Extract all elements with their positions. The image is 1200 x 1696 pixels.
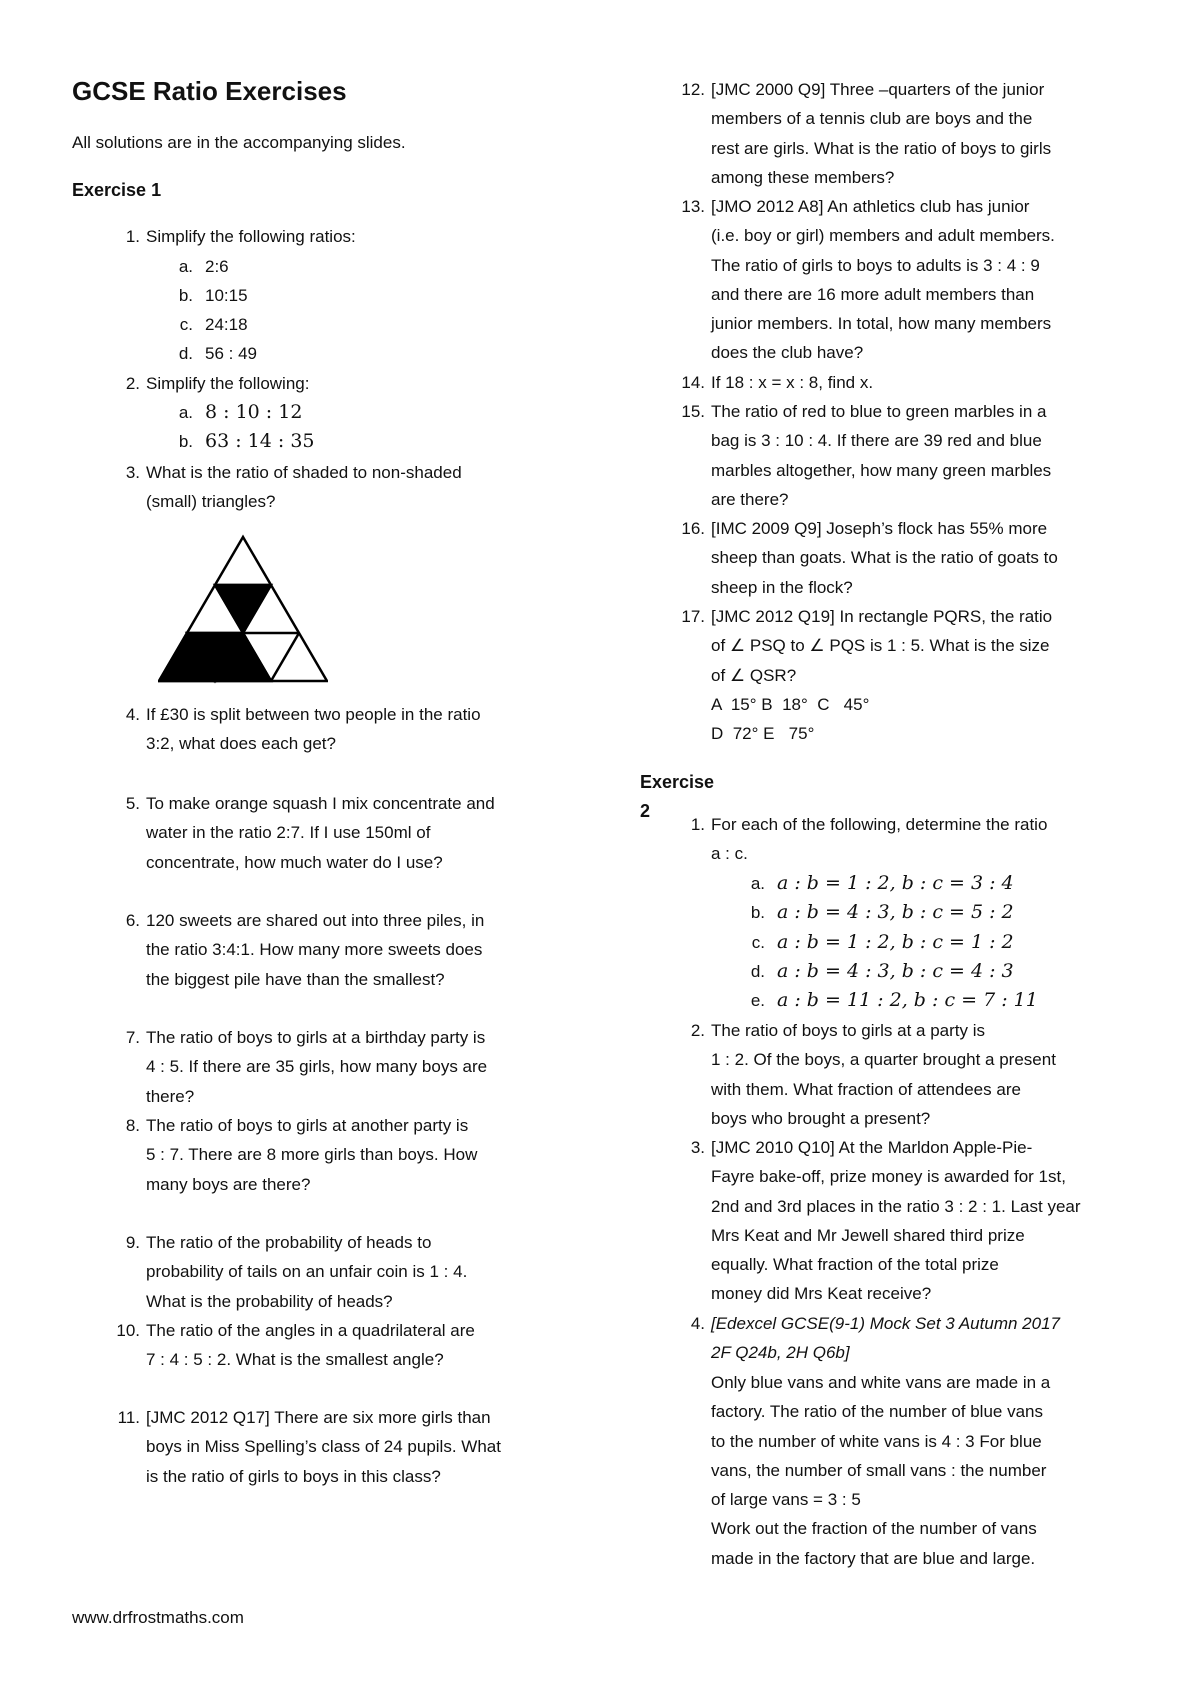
- question-text: [JMC 2012 Q19] In rectangle PQRS, the ratio of ∠ PSQ to ∠ PQS is 1 : 5. What is the size of ∠ QSR? A 15° B 18° C 45° D 72° E 75°: [711, 607, 1053, 744]
- question-number: 13.: [681, 197, 705, 216]
- question-number: 1.: [690, 815, 705, 834]
- question-text: If 18 : x = x : 8, find x.: [711, 373, 874, 392]
- question-number: 2.: [125, 374, 140, 393]
- sub-item-label: a.: [750, 874, 765, 893]
- question-number: 10.: [116, 1321, 140, 1340]
- sub-item-text: 10:15: [205, 286, 248, 305]
- question-number: 5.: [125, 794, 140, 813]
- question-number: 4.: [690, 1314, 705, 1333]
- question-number: 7.: [125, 1028, 140, 1047]
- question-text: The ratio of red to blue to green marbles in a bag is 3 : 10 : 4. If there are 39 red and blue marbles altogether, how many green marbles are there?: [711, 402, 1052, 509]
- question-text: For each of the following, determine the ratio a : c.: [711, 815, 1048, 864]
- exercise-2-heading: Exercise 2: [640, 772, 715, 822]
- footer-url: www.drfrostmaths.com: [72, 1608, 244, 1627]
- exercise-1-heading: Exercise 1: [72, 180, 162, 200]
- subtitle: All solutions are in the accompanying slides.: [72, 133, 406, 152]
- shaded-triangle-figure: [158, 525, 328, 695]
- question-number: 2.: [690, 1021, 705, 1040]
- sub-item-label: d.: [178, 344, 193, 363]
- question-text: 120 sweets are shared out into three piles, in the ratio 3:4:1. How many more sweets does the biggest pile have than the smallest?: [146, 911, 485, 989]
- question-number: 12.: [681, 80, 705, 99]
- question-text: What is the ratio of shaded to non-shaded (small) triangles?: [146, 463, 462, 512]
- question-number: 3.: [690, 1138, 705, 1157]
- shaded-triangle: [215, 585, 271, 633]
- question-text: The ratio of the probability of heads to probability of tails on an unfair coin is 1 : 4. What is the probability of heads?: [146, 1233, 468, 1311]
- question-text: [JMC 2010 Q10] At the Marldon Apple-Pie- Fayre bake-off, prize money is awarded for 1st, 2nd and 3rd places in the ratio 3 : 2 : 1. Last year Mrs Keat and Mr Jewell shared third prize equally. What fraction of the total prize money did Mrs Keat receive?: [711, 1138, 1081, 1304]
- sub-item-label: e.: [750, 991, 765, 1010]
- question-number: 17.: [681, 607, 705, 626]
- question-text: The ratio of boys to girls at another party is 5 : 7. There are 8 more girls than boys. How many boys are there?: [146, 1116, 478, 1194]
- question-number: 4.: [125, 705, 140, 724]
- sub-item-label: c.: [179, 315, 193, 334]
- question-text: Simplify the following ratios:: [146, 227, 356, 246]
- question-text: If £30 is split between two people in the ratio 3:2, what does each get?: [146, 705, 481, 754]
- sub-item-label: a.: [178, 403, 193, 422]
- sub-item-text: a : b = 11 : 2, b : c = 7 : 11: [777, 989, 1038, 1011]
- question-source: [Edexcel GCSE(9-1) Mock Set 3 Autumn 2017 2F Q24b, 2H Q6b]: [711, 1314, 1060, 1363]
- question-number: 9.: [125, 1233, 140, 1252]
- sub-item-label: b.: [178, 432, 193, 451]
- question-number: 8.: [125, 1116, 140, 1135]
- sub-item-label: d.: [750, 962, 765, 981]
- sub-item-text: a : b = 1 : 2, b : c = 1 : 2: [777, 931, 1014, 953]
- sub-item-text: a : b = 4 : 3, b : c = 5 : 2: [777, 901, 1014, 923]
- question-text: The ratio of boys to girls at a party is 1 : 2. Of the boys, a quarter brought a present with them. What fraction of attendees are boys who brought a present?: [711, 1021, 1056, 1128]
- sub-item-label: b.: [750, 903, 765, 922]
- question-text: [IMC 2009 Q9] Joseph’s flock has 55% more sheep than goats. What is the ratio of goats to sheep in the flock?: [711, 519, 1058, 597]
- question-text: [JMC 2000 Q9] Three –quarters of the junior members of a tennis club are boys and the rest are girls. What is the ratio of boys to girls among these members?: [711, 80, 1052, 187]
- page-title: GCSE Ratio Exercises: [72, 76, 347, 106]
- sub-item-text: 24:18: [205, 315, 248, 334]
- sub-item-label: a.: [178, 257, 193, 276]
- grid-line: [271, 633, 299, 681]
- question-number: 6.: [125, 911, 140, 930]
- sub-item-label: c.: [751, 933, 765, 952]
- question-number: 11.: [117, 1408, 140, 1427]
- sub-item-text: 8 : 10 : 12: [205, 401, 303, 423]
- question-number: 16.: [681, 519, 705, 538]
- question-text: Simplify the following:: [146, 374, 310, 393]
- sub-item-label: b.: [178, 286, 193, 305]
- question-text: The ratio of the angles in a quadrilateral are 7 : 4 : 5 : 2. What is the smallest angle?: [146, 1321, 475, 1370]
- question-text: [JMO 2012 A8] An athletics club has junior (i.e. boy or girl) members and adult members. The ratio of girls to boys to adults is 3 : 4 : 9 and there are 16 more adult members than junior members. In total, how many members does the club have?: [711, 197, 1055, 363]
- question-number: 14.: [681, 373, 705, 392]
- sub-item-text: a : b = 4 : 3, b : c = 4 : 3: [777, 960, 1014, 982]
- question-text: Only blue vans and white vans are made in a factory. The ratio of the number of blue vans to the number of white vans is 4 : 3 For blue vans, the number of small vans : the number of large vans = 3 : 5 Work out the fraction of the number of vans made in the factory that are blue and large.: [711, 1373, 1051, 1568]
- question-number: 1.: [125, 227, 140, 246]
- sub-item-text: 2:6: [205, 257, 229, 276]
- sub-item-text: a : b = 1 : 2, b : c = 3 : 4: [777, 872, 1014, 894]
- sub-item-text: 63 : 14 : 35: [205, 430, 315, 452]
- sub-item-text: 56 : 49: [205, 344, 257, 363]
- question-number: 3.: [125, 463, 140, 482]
- question-text: The ratio of boys to girls at a birthday party is 4 : 5. If there are 35 girls, how many boys are there?: [146, 1028, 488, 1106]
- question-text: To make orange squash I mix concentrate and water in the ratio 2:7. If I use 150ml of concentrate, how much water do I use?: [146, 794, 495, 872]
- question-text: [JMC 2012 Q17] There are six more girls than boys in Miss Spelling’s class of 24 pupils. What is the ratio of girls to boys in this class?: [146, 1408, 501, 1486]
- question-number: 15.: [681, 402, 705, 421]
